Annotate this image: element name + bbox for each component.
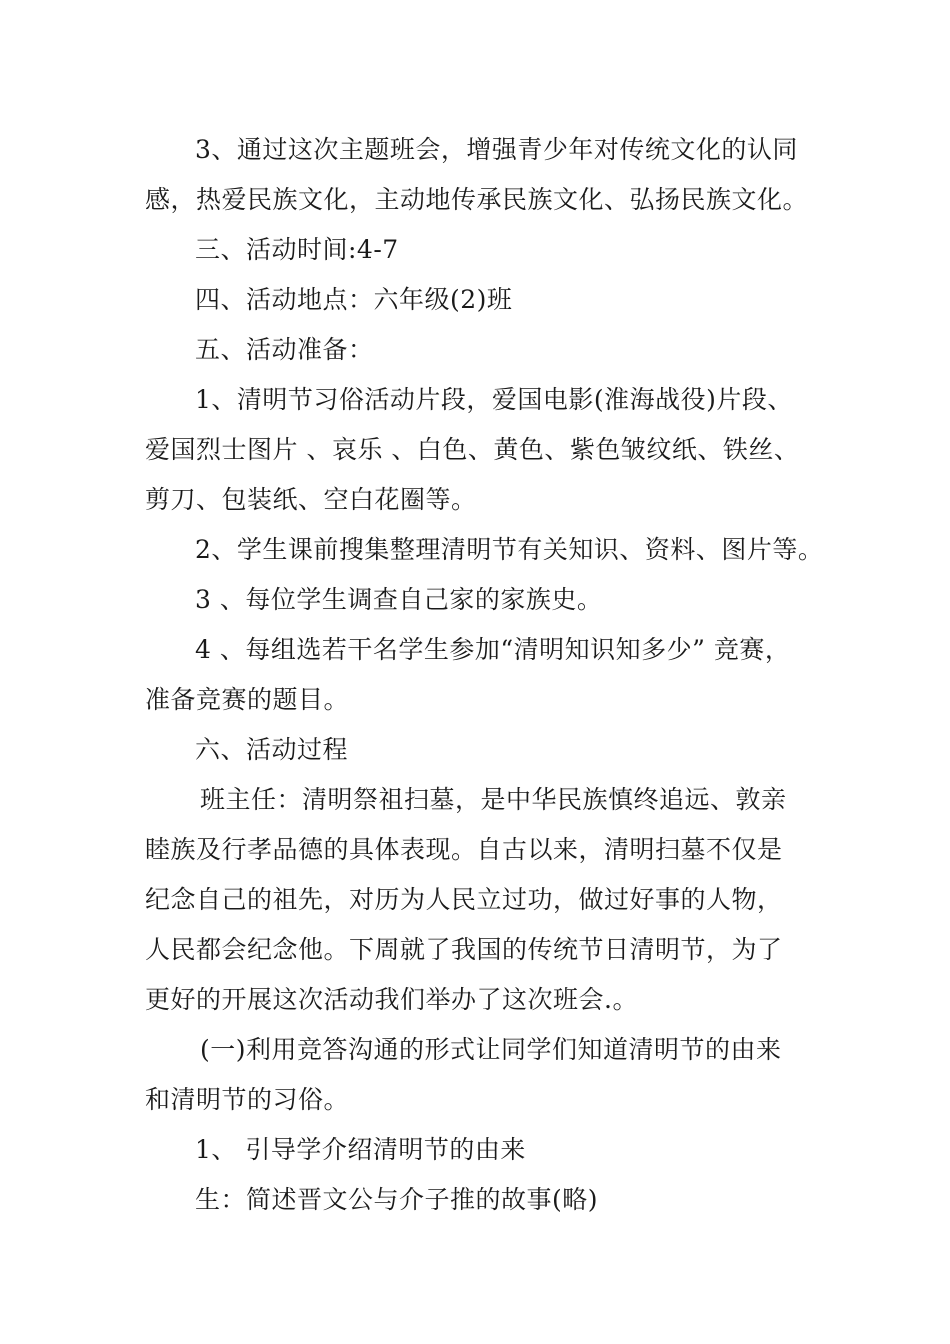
text-line: 1、清明节习俗活动片段，爱国电影(淮海战役)片段、	[195, 385, 793, 414]
text-line: 爱国烈士图片 、哀乐 、白色、黄色、紫色皱纹纸、铁丝、	[145, 435, 800, 464]
text-line: 更好的开展这次活动我们举办了这次班会.。	[145, 985, 638, 1014]
text-line: 2、学生课前搜集整理清明节有关知识、资料、图片等。	[195, 535, 824, 564]
text-line: 1、 引导学介绍清明节的由来	[195, 1135, 526, 1164]
text-line: 三、活动时间:4-7	[195, 235, 399, 264]
text-line: 4 、每组选若干名学生参加“清明知识知多少” 竞赛，	[195, 635, 791, 664]
text-line: 五、活动准备：	[195, 335, 374, 364]
text-line: 和清明节的习俗。	[145, 1085, 350, 1114]
text-line: 剪刀、包装纸、空白花圈等。	[145, 485, 477, 514]
text-line: 生：简述晋文公与介子推的故事(略)	[195, 1185, 599, 1214]
text-line: 3 、每位学生调查自己家的家族史。	[195, 585, 603, 614]
text-line: 睦族及行孝品德的具体表现。自古以来，清明扫墓不仅是	[145, 835, 783, 864]
text-line: 四、活动地点：六年级(2)班	[195, 285, 513, 314]
text-line: 班主任：清明祭祖扫墓，是中华民族慎终追远、敦亲	[200, 785, 787, 814]
text-line: 准备竞赛的题目。	[145, 685, 350, 714]
text-line: (一)利用竞答沟通的形式让同学们知道清明节的由来	[200, 1035, 782, 1064]
text-line: 六、活动过程	[195, 735, 349, 764]
text-line: 3、通过这次主题班会，增强青少年对传统文化的认同	[195, 135, 798, 164]
text-line: 感，热爱民族文化，主动地传承民族文化、弘扬民族文化。	[145, 185, 809, 214]
text-line: 人民都会纪念他。下周就了我国的传统节日清明节，为了	[145, 935, 783, 964]
text-line: 纪念自己的祖先，对历为人民立过功，做过好事的人物，	[145, 885, 783, 914]
